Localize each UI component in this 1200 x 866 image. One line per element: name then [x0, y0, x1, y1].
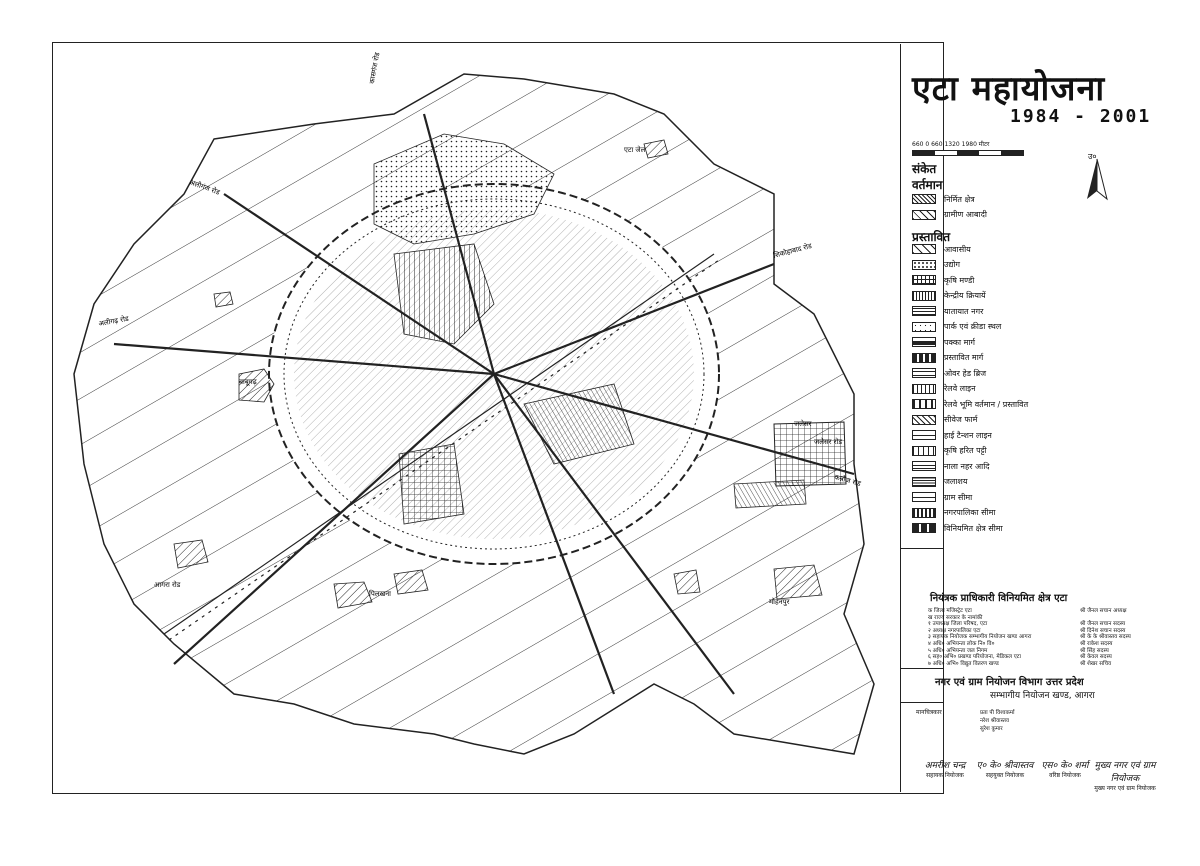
scale-bar — [912, 150, 1024, 156]
legend-swatch — [912, 275, 936, 285]
legend-label: निर्मित क्षेत्र — [944, 194, 975, 204]
legend-label: ओवर हेड ब्रिज — [944, 368, 987, 378]
legend-label: कृषि हरित पट्टी — [944, 446, 987, 455]
legend-swatch — [912, 368, 936, 378]
legend-item — [912, 507, 995, 519]
legend-label: पार्क एवं क्रीडा स्थल — [944, 322, 1002, 331]
divider — [900, 548, 943, 549]
legend-item — [912, 243, 971, 255]
legend-label: प्रस्तावित मार्ग — [944, 353, 984, 362]
legend-swatch — [912, 384, 936, 394]
signatory — [1090, 758, 1160, 792]
legend-label: केन्द्रीय क्रियायें — [944, 291, 986, 300]
department-subtitle: सम्भागीय नियोजन खण्ड, आगरा — [990, 691, 1095, 701]
north-label: उ० — [1088, 152, 1097, 161]
legend-swatch — [912, 430, 936, 440]
legend-swatch — [912, 306, 936, 316]
legend-label: उद्योग — [944, 260, 960, 269]
plan-years: 1984 - 2001 — [1010, 106, 1152, 127]
place-label: पिलखना — [369, 590, 391, 598]
legend-item — [912, 414, 977, 426]
legend-swatch — [912, 244, 936, 254]
legend-item — [912, 290, 986, 302]
legend-swatch — [912, 461, 936, 471]
north-arrow-icon — [1082, 155, 1112, 205]
legend-label: यातायात नगर — [944, 306, 984, 316]
legend-swatch — [912, 523, 936, 533]
legend-item — [912, 367, 986, 379]
legend-swatch — [912, 291, 936, 301]
signature: मुख्य नगर एवं ग्राम नियोजक — [1094, 761, 1156, 784]
road-label: शिकोहाबाद रोड — [772, 241, 813, 260]
road-label: अलीगढ़ रोड — [97, 314, 130, 328]
divider — [900, 668, 943, 669]
legend-label: रेलवे भूमि वर्तमान / प्रस्तावित — [944, 399, 1029, 409]
signatory-role: मुख्य नगर एवं ग्राम नियोजक — [1094, 785, 1156, 792]
east-strip — [734, 480, 806, 508]
legend-label: आवासीय — [944, 244, 971, 254]
authority-member-role: श्री के के श्रीवास्तव सदस्य — [1080, 634, 1131, 641]
authority-member-role: श्री सिंह सदस्य — [1080, 647, 1109, 654]
signature: अमरीश चन्द्र — [924, 761, 966, 771]
place-label: एटा जेल — [624, 146, 646, 154]
authority-member: ६ सह० अभि० प्रखण्ड परियोजना, मेडिकल एटा — [928, 654, 1021, 661]
legend-item — [912, 522, 1003, 534]
authority-member: २ अध्यक्ष नगरपालिका एटा — [928, 627, 981, 634]
legend-swatch — [912, 260, 936, 270]
legend-item — [912, 193, 975, 205]
road-label: कन्नौज रोड — [833, 473, 862, 488]
legend-item — [912, 460, 990, 472]
legend-swatch — [912, 210, 936, 220]
place-label: जलेसर रोड — [814, 438, 843, 446]
legend-label: हाई टैन्शन लाइन — [944, 430, 992, 440]
authority-title: नियंत्रक प्राधिकारी विनियमित क्षेत्र एटा — [930, 593, 1068, 604]
legend-swatch — [912, 337, 936, 347]
legend-label: नाला नहर आदि — [944, 461, 990, 471]
legend-item — [912, 305, 983, 317]
legend-swatch — [912, 477, 936, 487]
legend-swatch — [912, 194, 936, 204]
legend-swatch — [912, 446, 936, 456]
proposed-heading: प्रस्तावित — [912, 230, 951, 244]
signatory-role: वरिष्ठ नियोजक — [1049, 772, 1081, 779]
legend-item — [912, 491, 972, 503]
legend-swatch — [912, 492, 936, 502]
authority-member-role: श्री जैनल सचान सदस्य — [1080, 621, 1126, 628]
legend-item — [912, 398, 1028, 410]
legend-label: रेलवे लाइन — [944, 384, 976, 393]
authority-member: ख राज्य सरकार के नामांकी — [928, 614, 983, 621]
legend-item — [912, 352, 983, 364]
signatory-role: सहयुक्त नियोजक — [985, 772, 1025, 779]
authority-member-role: श्री राकेश सदस्य — [1080, 641, 1113, 647]
legend-swatch — [912, 399, 936, 409]
legend-label: कृषि मण्डी — [944, 275, 975, 285]
legend-item — [912, 445, 987, 457]
legend-item — [912, 429, 992, 441]
legend-label: सीवेज फार्म — [944, 415, 978, 424]
divider — [900, 702, 943, 703]
authority-member-role: श्री जैनल सचान अध्यक्ष — [1080, 608, 1127, 614]
authority-member: ४ अधि० अभियन्ता लोक नि० वि० — [928, 641, 995, 647]
authority-member-role: श्री केवल सदस्य — [1080, 654, 1112, 661]
legend-swatch — [912, 322, 936, 332]
map-maker-name: प्रता पी विश्वकर्मा — [980, 710, 1015, 716]
mandi-zone — [399, 444, 464, 524]
road-label: जलेसर — [794, 420, 812, 428]
map-maker-name: सुरेश कुमार — [980, 726, 1003, 732]
signatory-role: सहायक नियोजक — [926, 772, 964, 779]
authority-member-role: श्री शेखर सचिव — [1080, 660, 1111, 667]
legend-label: पक्का मार्ग — [944, 337, 976, 347]
legend-swatch — [912, 353, 936, 363]
legend-item — [912, 209, 987, 221]
authority-member: ५ अधि० अभियन्ता जल निगम — [928, 647, 988, 654]
authority-member: ३ सहायक नियोजक सम्भागीय नियोजन खण्ड आगरा — [928, 634, 1032, 641]
map-maker-name: नरेश श्रीवास्तव — [980, 718, 1009, 724]
legend-label: ग्राम सीमा — [944, 492, 973, 502]
authority-member: १ उपाध्यक्ष जिला परिषद, एटा — [928, 621, 988, 628]
place-label: आगरा रोड — [154, 581, 181, 589]
legend-item — [912, 383, 976, 395]
legend-item — [912, 259, 960, 271]
road-label: अलीगंज रोड — [188, 178, 221, 197]
legend-label: विनियमित क्षेत्र सीमा — [944, 523, 1003, 533]
map-title: एटा महायोजना — [912, 69, 1106, 109]
place-label: बाबूगढ़ — [239, 378, 257, 386]
road-label: कासगंज रोड — [368, 51, 382, 85]
authority-member-role: श्री दिनेश सचान सदस्य — [1080, 627, 1126, 634]
authority-member: क जिला मजिस्ट्रेट एटा — [928, 608, 972, 614]
legend-item — [912, 336, 975, 348]
department-title: नगर एवं ग्राम नियोजन विभाग उत्तर प्रदेश — [935, 677, 1084, 688]
legend-label: जलाशय — [944, 477, 968, 486]
signature: एस० के० शर्मा — [1041, 761, 1089, 771]
legend-label: नगरपालिका सीमा — [944, 508, 996, 517]
signature: ए० के० श्रीवास्तव — [976, 761, 1034, 771]
legend-swatch — [912, 508, 936, 518]
legend-heading: संकेत — [912, 162, 937, 176]
legend-item — [912, 321, 1001, 333]
legend-item — [912, 274, 974, 286]
scale-text: 660 0 660 1320 1980 मीटर — [912, 141, 990, 148]
legend-item — [912, 476, 968, 488]
place-label: मोहनपुर — [769, 598, 790, 606]
authority-member: ७ अधि० अभि० विद्युत वितरण खण्ड — [928, 660, 999, 667]
legend-label: ग्रामीण आबादी — [944, 210, 987, 219]
map-maker-label: मानचित्रकार — [916, 709, 942, 716]
existing-heading: वर्तमान — [912, 178, 943, 192]
master-plan-map[interactable] — [54, 44, 900, 792]
legend-swatch — [912, 415, 936, 425]
